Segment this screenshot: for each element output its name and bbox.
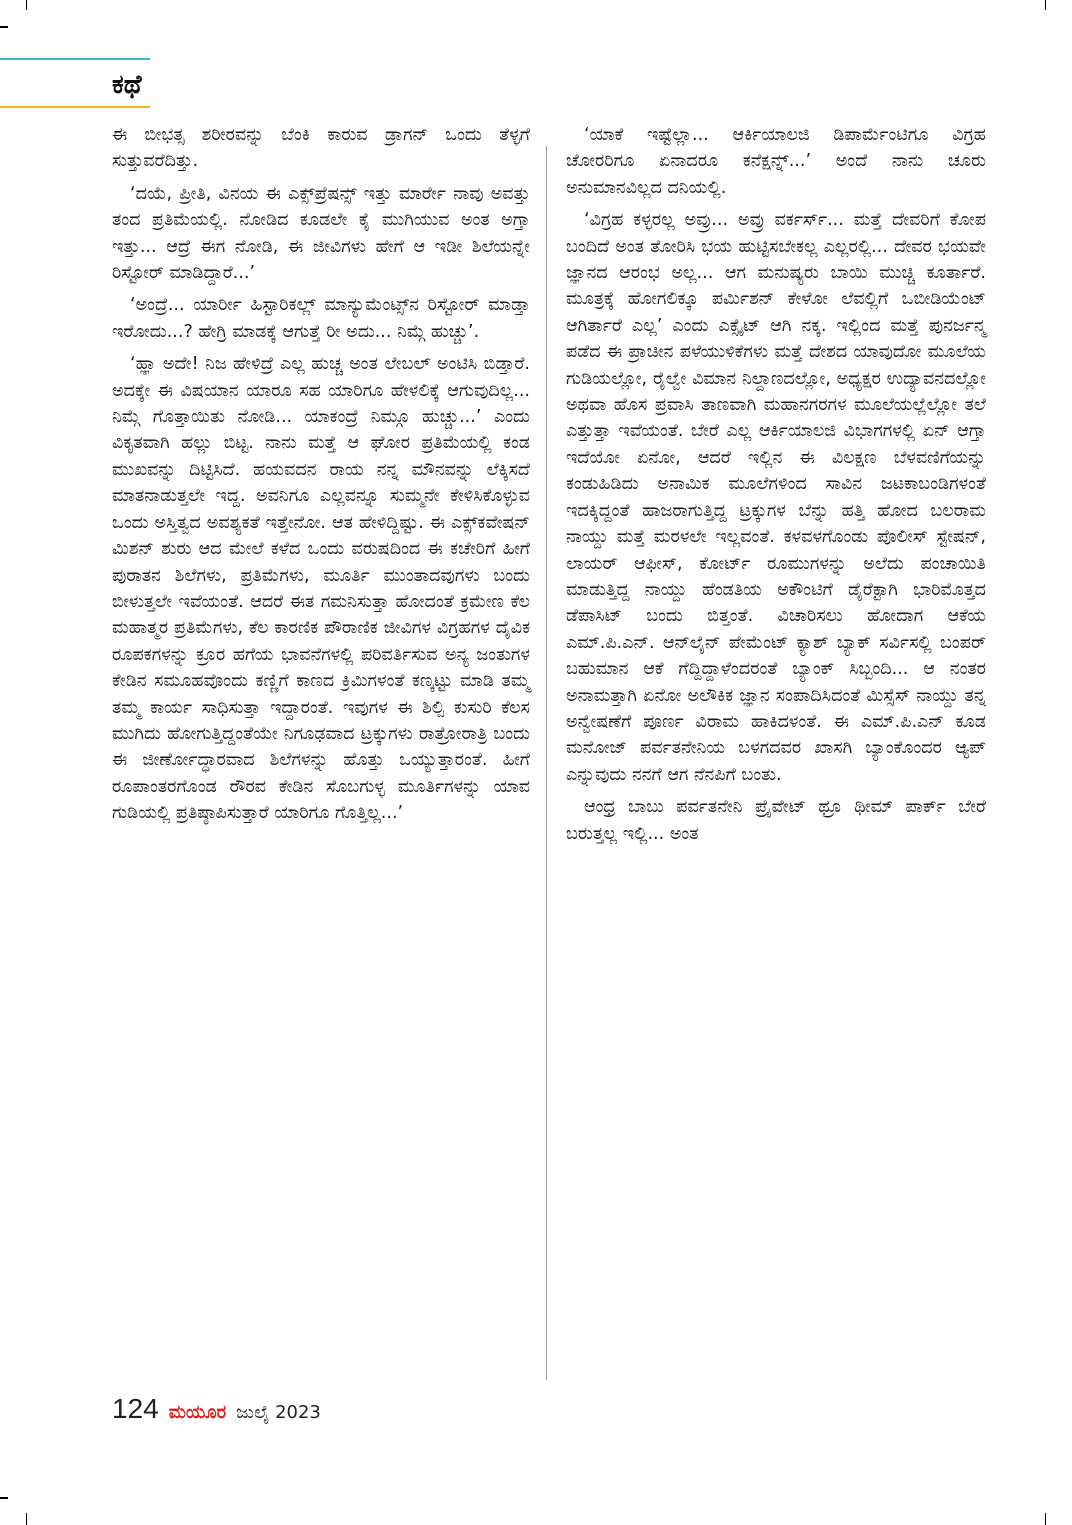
paragraph: ಆಂಧ್ರ ಬಾಬು ಪರ್ವತನೇನಿ ಪ್ರೈವೇಟ್ ಥ್ರೂ ಥೀಮ್ ಪಾರ್ಕ್ ಬೇರೆ ಬರುತ್ತಲ್ಲ ಇಲ್ಲಿ... ಅಂತ [566,797,986,844]
crop-mark [1045,0,1046,10]
column-divider [546,146,547,1380]
paragraph: ‘ದಯೆ, ಪ್ರೀತಿ, ವಿನಯ ಈ ಎಕ್ಸ್‌ಪ್ರೆಷನ್ಸ್ ಇತ್ತು ಮಾರ್ರೇ ನಾವು ಅವತ್ತು ತಂದ ಪ್ರತಿಮೆಯಲ್ಲಿ. ನೋಡಿದ ಕೂಡಲೇ ಕೈ ಮುಗಿಯುವ ಅಂತ ಅಗ್ತಾ ಇತ್ತು... ಆದ್ರೆ ಈಗ ನೋಡಿ, ಈ ಜೀವಿಗಳು ಹೇಗೆ ಆ ಇಡೀ ಶಿಲೆಯನ್ನೇ ರಿಸ್ಟೋರ್ ಮಾಡಿದ್ದಾರೆ...’ [112,183,530,284]
right-column [566,122,986,853]
crop-mark [0,1497,8,1499]
paragraph: ‘ಯಾಕೆ ಇಷ್ಟೆಲ್ಲಾ... ಆರ್ಕಿಯಾಲಜಿ ಡಿಪಾರ್ಮೆಂಟಿಗೂ ವಿಗ್ರಹ ಚೋರರಿಗೂ ಏನಾದರೂ ಕನೆಕ್ಷನ್ನ್...’ ಅಂದೆ ನಾನು ಚೂರು ಅನುಮಾನವಿಲ್ಲದ ದನಿಯಲ್ಲಿ. [566,125,986,198]
paragraph: ಈ ಬೀಭತ್ಸ ಶರೀರವನ್ನು ಬೆಂಕಿ ಕಾರುವ ಡ್ರಾಗನ್ ಒಂದು ತೆಳ್ಳಗೆ ಸುತ್ತುವರೆದಿತ್ತು. [112,125,530,172]
crop-mark [26,1513,27,1525]
header-rule-yellow [0,106,150,108]
header-rule-teal [0,58,150,60]
page-footer [112,1393,321,1429]
page-number: 124 [112,1393,159,1424]
issue-date: ಜುಲೈ 2023 [236,1402,321,1423]
paragraph: ‘ಅಂದ್ರೆ... ಯಾರ್ರೀ ಹಿಸ್ಟಾರಿಕಲ್ಲ್ ಮಾನ್ಯುಮೆಂಟ್ಸ್‌ನ ರಿಸ್ಟೋರ್ ಮಾಡ್ತಾ ಇರೋದು...? ಹೇಗ್ರಿ ಮಾಡಕ್ಕೆ ಆಗುತ್ತೆ ರೀ ಅದು... ನಿಮ್ಗೆ ಹುಚ್ಚು’. [112,295,530,342]
crop-mark [1045,1513,1046,1525]
left-column [112,122,530,833]
crop-mark [0,26,8,28]
magazine-logo: ಮಯೂರ [168,1402,227,1423]
crop-mark [26,0,27,10]
paragraph: ‘ವಿಗ್ರಹ ಕಳ್ಳರಲ್ಲ ಅವ್ರು... ಅವ್ರು ವರ್ಕರ್ಸ್... ಮತ್ತೆ ದೇವರಿಗೆ ಕೋಪ ಬಂದಿದೆ ಅಂತ ತೋರಿಸಿ ಭಯ ಹುಟ್ಟಿಸಬೇಕಲ್ಲ ಎಲ್ಲರಲ್ಲಿ... ದೇವರ ಭಯವೇ ಜ್ಞಾನದ ಆರಂಭ ಅಲ್ಲ... ಆಗ ಮನುಷ್ಯರು ಬಾಯಿ ಮುಚ್ಚಿ ಕೂರ್ತಾರೆ. ಮೂತ್ರಕ್ಕೆ ಹೋಗಲಿಕ್ಕೂ ಪರ್ಮಿಶನ್ ಕೇಳೋ ಲೆವಲ್ಲಿಗೆ ಒಬೀಡಿಯೆಂಟ್ ಆಗಿರ್ತಾರೆ ಎಲ್ಲ’ ಎಂದು ಎಕ್ಸೈಟ್ ಆಗಿ ನಕ್ಕ. ಇಲ್ಲಿಂದ ಮತ್ತೆ ಪುನರ್ಜನ್ಮ ಪಡೆದ ಈ ಪ್ರಾಚೀನ ಪಳೆಯುಳಿಕೆಗಳು ಮತ್ತೆ ದೇಶದ ಯಾವುದೋ ಮೂಲೆಯ ಗುಡಿಯಲ್ಲೋ, ರೈಲ್ವೇ ವಿಮಾನ ನಿಲ್ದಾಣದಲ್ಲೋ, ಅಧ್ಯಕ್ಷರ ಉದ್ಯಾವನದಲ್ಲೋ ಅಥವಾ ಹೊಸ ಪ್ರವಾಸಿ ತಾಣವಾಗಿ ಮಹಾನಗರಗಳ ಮೂಲೆಯಲ್ಲೆಲ್ಲೋ ತಲೆ ಎತ್ತುತ್ತಾ ಇವೆಯಂತೆ. ಬೇರೆ ಎಲ್ಲ ಆರ್ಕಿಯಾಲಜಿ ವಿಭಾಗಗಳಲ್ಲಿ ಏನ್ ಆಗ್ತಾ ಇದೆಯೋ ಏನೋ, ಆದರೆ ಇಲ್ಲಿನ ಈ ವಿಲಕ್ಷಣ ಬೆಳವಣಿಗೆಯನ್ನು ಕಂಡುಹಿಡಿದು ಅನಾಮಿಕ ಮೂಲೆಗಳಿಂದ ಸಾವಿನ ಜಟಕಾಬಂಡಿಗಳಂತೆ ಇದಕ್ಕಿದ್ದಂತೆ ಹಾಜರಾಗುತ್ತಿದ್ದ ಟ್ರಕ್ಕುಗಳ ಬೆನ್ನು ಹತ್ತಿ ಹೋದ ಬಲರಾಮ ನಾಯ್ದು ಮತ್ತೆ ಮರಳಲೇ ಇಲ್ಲವಂತೆ. ಕಳವಳಗೊಂಡು ಪೊಲೀಸ್ ಸ್ಟೇಷನ್, ಲಾಯರ್ ಆಫೀಸ್, ಕೋರ್ಟ್ ರೂಮುಗಳನ್ನು ಅಲೆದು ಪಂಚಾಯಿತಿ ಮಾಡುತ್ತಿದ್ದ ನಾಯ್ದು ಹೆಂಡತಿಯ ಅಕೌಂಟಿಗೆ ಡೈರೆಕ್ಟಾಗಿ ಭಾರಿಮೊತ್ತದ ಡೆಪಾಸಿಟ್ ಬಂದು ಬಿತ್ತಂತೆ. ವಿಚಾರಿಸಲು ಹೋದಾಗ ಆಕೆಯ ಎಮ್.ಪಿ.ಎನ್. ಆನ್‌ಲೈನ್ ಪೇಮೆಂಟ್ ಕ್ಯಾಶ್ ಬ್ಯಾಕ್ ಸರ್ವಿಸಲ್ಲಿ ಬಂಪರ್ ಬಹುಮಾನ ಆಕೆ ಗೆದ್ದಿದ್ದಾಳೆಂದರಂತೆ ಬ್ಯಾಂಕ್ ಸಿಬ್ಬಂದಿ... ಆ ನಂತರ ಅನಾಮತ್ತಾಗಿ ಏನೋ ಅಲೌಕಿಕ ಜ್ಞಾನ ಸಂಪಾದಿಸಿದಂತೆ ಮಿಸ್ಸೆಸ್ ನಾಯ್ದು ತನ್ನ ಅನ್ವೇಷಣೆಗೆ ಪೂರ್ಣ ವಿರಾಮ ಹಾಕಿದಳಂತೆ. ಈ ಎಮ್.ಪಿ.ಎನ್ ಕೂಡ ಮನೋಜ್ ಪರ್ವತನೇನಿಯ ಬಳಗದವರ ಖಾಸಗಿ ಬ್ಯಾಂಕೊಂದರ ಆ್ಯಪ್ ಎನ್ನುವುದು ನನಗೆ ಆಗ ನೆನಪಿಗೆ ಬಂತು. [566,210,986,785]
paragraph: ‘ಹ್ಞಾ ಅದೇ! ನಿಜ ಹೇಳಿದ್ರೆ ಎಲ್ಲ ಹುಚ್ಚ ಅಂತ ಲೇಬಲ್ ಅಂಟಿಸಿ ಬಿಡ್ತಾರೆ. ಅದಕ್ಕೇ ಈ ವಿಷಯಾನ ಯಾರೂ ಸಹ ಯಾರಿಗೂ ಹೇಳಲಿಕ್ಕೆ ಆಗುವುದಿಲ್ಲ... ನಿಮ್ಗೆ ಗೊತ್ತಾಯಿತು ನೋಡಿ... ಯಾಕಂದ್ರೆ ನಿಮ್ಗೂ ಹುಚ್ಚು...’ ಎಂದು ವಿಕೃತವಾಗಿ ಹಲ್ಲು ಬಿಟ್ಟ. ನಾನು ಮತ್ತೆ ಆ ಘೋರ ಪ್ರತಿಮೆಯಲ್ಲಿ ಕಂಡ ಮುಖವನ್ನು ದಿಟ್ಟಿಸಿದೆ. ಹಯವದನ ರಾಯ ನನ್ನ ಮೌನವನ್ನು ಲೆಕ್ಕಿಸದೆ ಮಾತನಾಡುತ್ತಲೇ ಇದ್ದ. ಅವನಿಗೂ ಎಲ್ಲವನ್ನೂ ಸುಮ್ಮನೇ ಕೇಳಿಸಿಕೊಳ್ಳುವ ಒಂದು ಅಸ್ತಿತ್ವದ ಅವಶ್ಯಕತೆ ಇತ್ತೇನೋ. ಆತ ಹೇಳಿದ್ದಿಷ್ಟು. ಈ ಎಕ್ಸ್‌ಕವೇಷನ್ ಮಿಶನ್ ಶುರು ಆದ ಮೇಲೆ ಕಳೆದ ಒಂದು ವರುಷದಿಂದ ಈ ಕಚೇರಿಗೆ ಹೀಗೆ ಪುರಾತನ ಶಿಲೆಗಳು, ಪ್ರತಿಮೆಗಳು, ಮೂರ್ತಿ ಮುಂತಾದವುಗಳು ಬಂದು ಬೀಳುತ್ತಲೇ ಇವೆಯಂತೆ. ಆದರೆ ಈತ ಗಮನಿಸುತ್ತಾ ಹೋದಂತೆ ಕ್ರಮೇಣ ಕೆಲ ಮಹಾತ್ಮರ ಪ್ರತಿಮೆಗಳು, ಕೆಲ ಕಾರಣಿಕ ಪೌರಾಣಿಕ ಜೀವಿಗಳ ವಿಗ್ರಹಗಳ ದೈವಿಕ ರೂಪಕಗಳನ್ನು ಕ್ರೂರ ಹಗೆಯ ಭಾವನೆಗಳಲ್ಲಿ ಪರಿವರ್ತಿಸುವ ಅನ್ಯ ಜಂತುಗಳ ಕೇಡಿನ ಸಮೂಹವೊಂದು ಕಣ್ಣಿಗೆ ಕಾಣದ ಕ್ರಿಮಿಗಳಂತೆ ಕಣ್ಕಟ್ಟು ಮಾಡಿ ತಮ್ಮ ತಮ್ಮ ಕಾರ್ಯ ಸಾಧಿಸುತ್ತಾ ಇದ್ದಾರಂತೆ. ಇವುಗಳ ಈ ಶಿಲ್ಪಿ ಕುಸುರಿ ಕೆಲಸ ಮುಗಿದು ಹೋಗುತ್ತಿದ್ದಂತೆಯೇ ನಿಗೂಢವಾದ ಟ್ರಕ್ಕುಗಳು ರಾತ್ರೋರಾತ್ರಿ ಬಂದು ಈ ಜೀರ್ಣೋದ್ಧಾರವಾದ ಶಿಲೆಗಳನ್ನು ಹೊತ್ತು ಒಯ್ಯುತ್ತಾರಂತೆ. ಹೀಗೆ ರೂಪಾಂತರಗೊಂಡ ರೌರವ ಕೇಡಿನ ಸೊಬಗುಳ್ಳ ಮೂರ್ತಿಗಳನ್ನು ಯಾವ ಗುಡಿಯಲ್ಲಿ ಪ್ರತಿಷ್ಠಾಪಿಸುತ್ತಾರೆ ಯಾರಿಗೂ ಗೊತ್ತಿಲ್ಲ...’ [112,354,530,824]
section-label: ಕಥೆ [112,70,142,100]
